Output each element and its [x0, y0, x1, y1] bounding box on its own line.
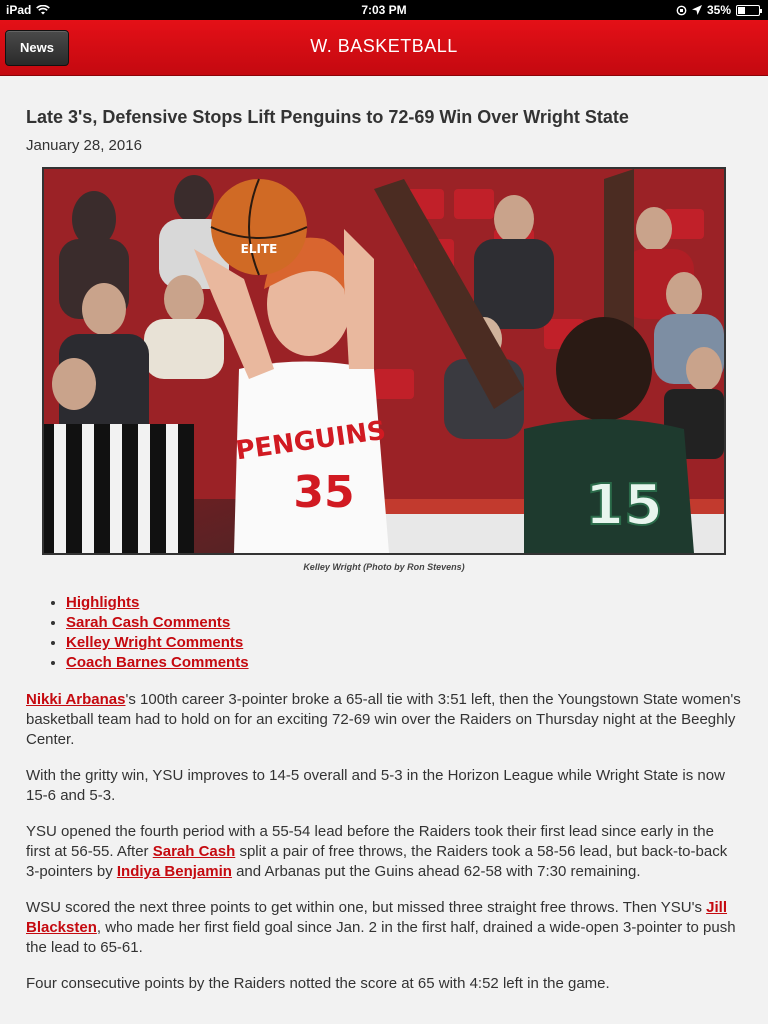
device-label: iPad [6, 3, 32, 17]
list-item [66, 593, 742, 613]
paragraph-text: split a pair of free throws, the Raiders took a 58-56 lead, but back-to-back 3-pointers by [26, 843, 728, 880]
paragraph-2: With the gritty win, YSU improves to 14-5 overall and 5-3 in the Horizon League while Wright State is now 15-6 and 5-3. [26, 767, 725, 804]
paragraph-4 [26, 898, 742, 958]
paragraph-text: WSU scored the next three points to get within one, but missed three straight free throws. Then YSU's [26, 899, 707, 916]
jersey-text-home: PENGUINS [233, 415, 388, 467]
paragraph-3 [26, 822, 742, 882]
ball-brand: ELITE [240, 242, 278, 256]
paragraph-text: 's 100th career 3-pointer broke a 65-all tie with 3:51 left, then the Youngstown State women's basketball team had to hold on for an exciting 72-69 win over the Raiders on Thursday night at the Beeghly Center. [26, 691, 741, 748]
page-title: W. BASKETBALL [310, 36, 458, 56]
paragraph-text: YSU opened the fourth period with a 55-54 lead before the Raiders took their first lead since early in the first at 56-55. After [26, 823, 714, 860]
article-date: January 28, 2016 [26, 137, 142, 154]
status-bar [0, 0, 768, 20]
clock: 7:03 PM [361, 3, 407, 17]
media-links [26, 593, 742, 673]
player-link-jill-blacksten[interactable]: Jill Blacksten [26, 899, 728, 936]
paragraph-text: , who made her first field goal since Jan. 2 in the first half, drained a wide-open 3-pointer to push the lead to 65-61. [26, 919, 736, 956]
basketball-photo-illustration [44, 169, 724, 553]
link-kelley-wright-comments[interactable]: Kelley Wright Comments [66, 634, 244, 651]
article-headline: Late 3's, Defensive Stops Lift Penguins to 72-69 Win Over Wright State [26, 107, 629, 127]
paragraph-text: and Arbanas put the Guins ahead 62-58 with 7:30 remaining. [231, 863, 641, 880]
battery-level [738, 7, 745, 14]
list-item [66, 653, 742, 673]
back-button-news[interactable]: News [5, 30, 69, 66]
player-link-indiya-benjamin[interactable]: Indiya Benjamin [116, 863, 232, 880]
article [0, 76, 768, 994]
player-link-sarah-cash[interactable]: Sarah Cash [152, 843, 236, 860]
battery-percent: 35% [706, 3, 731, 17]
link-highlights[interactable]: Highlights [66, 594, 140, 611]
location-arrow-icon [692, 5, 702, 15]
link-coach-barnes-comments[interactable]: Coach Barnes Comments [66, 654, 249, 671]
battery-icon [736, 5, 760, 16]
paragraph-5: Four consecutive points by the Raiders notted the score at 65 with 4:52 left in the game. [26, 975, 610, 992]
navigation-bar [0, 20, 768, 76]
article-photo [42, 167, 726, 555]
link-sarah-cash-comments[interactable]: Sarah Cash Comments [66, 614, 231, 631]
photo-caption: Kelley Wright (Photo by Ron Stevens) [303, 562, 465, 572]
player-link-nikki-arbanas[interactable]: Nikki Arbanas [26, 691, 126, 708]
jersey-number-away: 15 [585, 473, 663, 538]
jersey-number-home: 35 [293, 467, 355, 518]
orientation-lock-icon [676, 5, 687, 16]
paragraph-1 [26, 690, 742, 750]
list-item [66, 613, 742, 633]
list-item [66, 633, 742, 653]
